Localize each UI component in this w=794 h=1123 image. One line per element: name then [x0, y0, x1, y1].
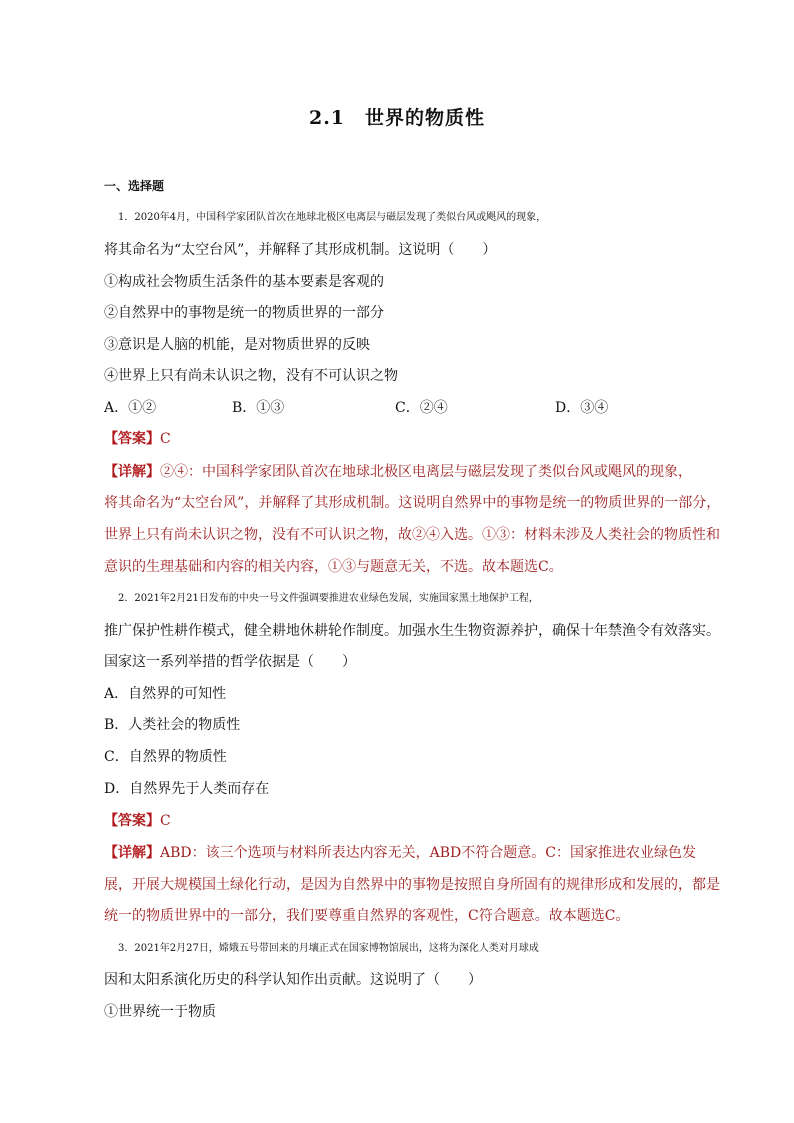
q2-detail-line-1 [104, 843, 724, 863]
q2-option-a: A．自然界的可知性 [104, 686, 227, 702]
q1-stem-line-1: 1．2020年4月，中国科学家团队首次在地球北极区电离层与磁层发现了类似台风或飓风的现象， [118, 212, 547, 223]
q2-option-c: C．自然界的物质性 [104, 749, 227, 765]
q2-detail-line-3: 统一的物质世界中的一部分，我们要尊重自然界的客观性，C符合题意。故本题选C。 [104, 908, 630, 924]
q1-item-2: ②自然界中的事物是统一的物质世界的一部分 [104, 305, 384, 321]
q2-answer [104, 811, 724, 831]
detail-tag: 【详解】 [104, 845, 160, 861]
section-heading: 一、选择题 [104, 179, 165, 193]
q1-item-3: ③意识是人脑的机能，是对物质世界的反映 [104, 337, 370, 353]
q1-option-a: A．①② [104, 400, 157, 416]
q2-option-b: B．人类社会的物质性 [104, 717, 241, 733]
q2-stem-line-1: 2．2021年2月21日发布的中央一号文件强调要推进农业绿色发展，实施国家黑土地保护工程， [118, 593, 539, 604]
q1-item-4: ④世界上只有尚未认识之物，没有不可认识之物 [104, 368, 398, 384]
q1-item-1: ①构成社会物质生活条件的基本要素是客观的 [104, 274, 384, 290]
q1-answer [104, 429, 724, 449]
q2-detail-line-2: 展，开展大规模国土绿化行动，是因为自然界中的事物是按照自身所固有的规律形成和发展的，都是 [104, 877, 720, 893]
q2-stem-line-2: 推广保护性耕作模式，健全耕地休耕轮作制度。加强水生生物资源养护，确保十年禁渔令有效落实。 [104, 623, 720, 639]
q1-option-b: B．①③ [232, 400, 285, 416]
q1-detail-line-3: 世界上只有尚未认识之物，没有不可认识之物，故②④入选。①③：材料未涉及人类社会的物质性和 [104, 527, 720, 543]
page-title: 2.1 世界的物质性 [308, 107, 486, 129]
q1-detail-line-1 [104, 462, 724, 482]
detail-tag: 【详解】 [104, 464, 160, 480]
answer-tag: 【答案】 [104, 813, 160, 829]
q1-stem-line-2: 将其命名为“太空台风”，并解释了其形成机制。这说明（ ） [104, 242, 497, 258]
q3-item-1: ①世界统一于物质 [104, 1004, 216, 1020]
q1-detail-line-2: 将其命名为“太空台风”，并解释了其形成机制。这说明自然界中的事物是统一的物质世界的一部分， [104, 495, 721, 511]
answer-value: C [160, 813, 171, 829]
q3-stem-line-1: 3．2021年2月27日，嫦娥五号带回来的月壤正式在国家博物馆展出，这将为深化人类对月球成 [118, 943, 539, 954]
q3-stem-line-2: 因和太阳系演化历史的科学认知作出贡献。这说明了（ ） [104, 972, 482, 988]
q2-stem-line-3: 国家这一系列举措的哲学依据是（ ） [104, 654, 356, 670]
q2-option-d: D．自然界先于人类而存在 [104, 781, 270, 797]
detail-text: ABD：该三个选项与材料所表达内容无关，ABD不符合题意。C：国家推进农业绿色发 [160, 845, 696, 861]
q1-option-d: D．③④ [555, 400, 609, 416]
answer-tag: 【答案】 [104, 431, 160, 447]
detail-text: ②④：中国科学家团队首次在地球北极区电离层与磁层发现了类似台风或飓风的现象， [160, 464, 692, 480]
q1-detail-line-4: 意识的生理基础和内容的相关内容，①③与题意无关，不选。故本题选C。 [104, 559, 563, 575]
q1-option-c: C．②④ [395, 400, 448, 416]
answer-value: C [160, 431, 171, 447]
